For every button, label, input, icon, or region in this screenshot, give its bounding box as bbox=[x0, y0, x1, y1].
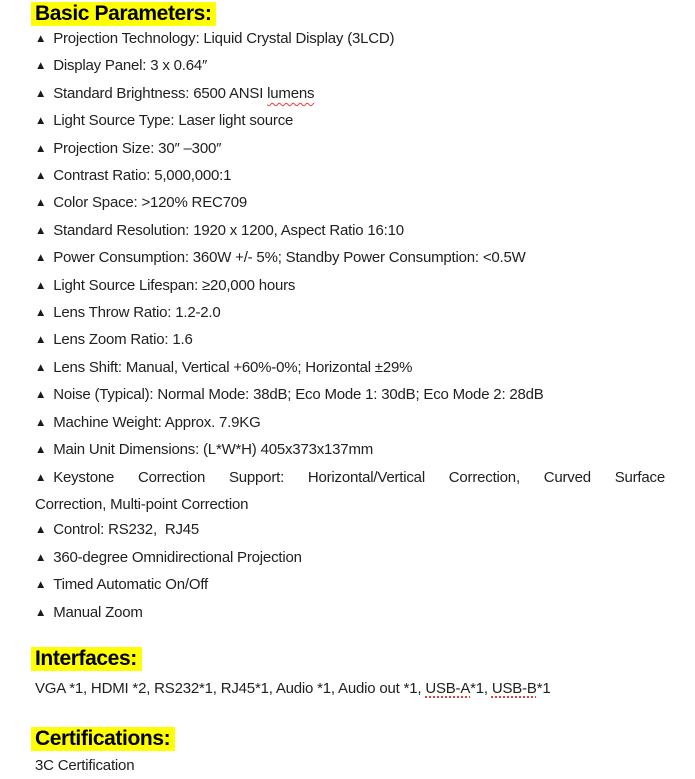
interfaces-line bbox=[31, 676, 665, 701]
triangle-bullet-icon: ▲ bbox=[35, 252, 47, 265]
heading-basic-parameters bbox=[31, 2, 665, 26]
spec-text: VGA *1, HDMI *2, RS232*1, RJ45*1, Audio *1, Audio out *1, bbox=[35, 679, 426, 697]
triangle-bullet-icon: ▲ bbox=[35, 224, 47, 237]
triangle-bullet-icon: ▲ bbox=[35, 444, 47, 457]
triangle-bullet-icon: ▲ bbox=[35, 416, 47, 429]
spec-text: *1, bbox=[470, 679, 492, 697]
spec-text: Timed Automatic On/Off bbox=[53, 576, 209, 594]
spec-text: 360-degree Omnidirectional Projection bbox=[53, 548, 302, 566]
spec-text: Manual Zoom bbox=[53, 603, 143, 621]
spec-item bbox=[31, 218, 665, 245]
triangle-bullet-icon: ▲ bbox=[35, 170, 47, 183]
spec-item bbox=[31, 163, 665, 190]
spec-item bbox=[31, 572, 665, 599]
spec-text: Standard Resolution: 1920 x 1200, Aspect Ratio 16:10 bbox=[53, 221, 404, 239]
spec-item bbox=[31, 26, 665, 53]
spec-item bbox=[31, 273, 665, 300]
spec-text: Machine Weight: Approx. 7.9KG bbox=[53, 413, 261, 431]
spec-text: Main Unit Dimensions: (L*W*H) 405x373x137mm bbox=[53, 441, 374, 459]
spellcheck-word: USB-B bbox=[491, 679, 537, 697]
spec-item bbox=[31, 327, 665, 354]
triangle-bullet-icon: ▲ bbox=[35, 33, 47, 45]
spec-text: *1 bbox=[536, 679, 551, 697]
spec-item bbox=[31, 245, 665, 272]
triangle-bullet-icon: ▲ bbox=[35, 279, 47, 292]
spec-text: Noise (Typical): Normal Mode: 38dB; Eco Mode 1: 30dB; Eco Mode 2: 28dB bbox=[53, 386, 544, 404]
triangle-bullet-icon: ▲ bbox=[35, 307, 47, 320]
spec-item-line bbox=[35, 465, 665, 492]
triangle-bullet-icon: ▲ bbox=[35, 551, 47, 564]
triangle-bullet-icon: ▲ bbox=[35, 142, 47, 155]
spec-item bbox=[31, 545, 665, 572]
spec-item-line bbox=[35, 492, 665, 517]
spec-item bbox=[31, 136, 665, 163]
spec-text: Display Panel: 3 x 0.64″ bbox=[53, 57, 208, 75]
triangle-bullet-icon: ▲ bbox=[35, 389, 47, 402]
heading-certifications bbox=[31, 727, 665, 751]
spec-item bbox=[31, 108, 665, 135]
spec-item bbox=[31, 517, 665, 544]
spec-text: Lens Shift: Manual, Vertical +60%-0%; Horizontal ±29% bbox=[53, 358, 413, 376]
spec-text: Projection Size: 30″ –300″ bbox=[53, 139, 222, 157]
triangle-bullet-icon: ▲ bbox=[35, 471, 47, 484]
basic-parameters-list bbox=[31, 26, 665, 627]
spec-item bbox=[31, 81, 665, 108]
basic-parameters-heading-highlight: Basic Parameters: bbox=[31, 2, 216, 26]
spec-item bbox=[31, 300, 665, 327]
spellcheck-word: lumens bbox=[267, 84, 315, 102]
spec-text: Standard Brightness: 6500 ANSI bbox=[53, 84, 268, 102]
triangle-bullet-icon: ▲ bbox=[35, 87, 47, 100]
spec-text: Keystone Correction Support: Horizontal/Vertical Correction, Curved Surface bbox=[53, 468, 665, 486]
spec-item bbox=[31, 53, 665, 80]
triangle-bullet-icon: ▲ bbox=[35, 115, 47, 128]
spec-item bbox=[31, 190, 665, 217]
triangle-bullet-icon: ▲ bbox=[35, 579, 47, 592]
triangle-bullet-icon: ▲ bbox=[35, 524, 47, 537]
spec-text: Power Consumption: 360W +/- 5%; Standby Power Consumption: <0.5W bbox=[53, 249, 526, 267]
spec-text: Projection Technology: Liquid Crystal Display (3LCD) bbox=[53, 30, 395, 47]
spec-item bbox=[31, 600, 665, 627]
spec-text: Contrast Ratio: 5,000,000:1 bbox=[53, 167, 232, 185]
spec-text: Light Source Type: Laser light source bbox=[53, 112, 294, 130]
spec-item bbox=[31, 410, 665, 437]
spellcheck-word: USB-A bbox=[425, 679, 471, 697]
spec-item bbox=[31, 382, 665, 409]
triangle-bullet-icon: ▲ bbox=[35, 60, 47, 73]
triangle-bullet-icon: ▲ bbox=[35, 361, 47, 374]
spec-text: Control: RS232, RJ45 bbox=[53, 521, 200, 539]
spec-text: Lens Zoom Ratio: 1.6 bbox=[53, 331, 193, 349]
spec-item bbox=[31, 465, 665, 518]
spec-text: Light Source Lifespan: ≥20,000 hours bbox=[53, 276, 296, 294]
certifications-heading-highlight: Certifications: bbox=[31, 727, 175, 751]
spec-text: Color Space: >120% REC709 bbox=[53, 194, 248, 212]
interfaces-heading-highlight: Interfaces: bbox=[31, 647, 142, 671]
triangle-bullet-icon: ▲ bbox=[35, 334, 47, 347]
spec-text: Lens Throw Ratio: 1.2-2.0 bbox=[53, 304, 221, 322]
certifications-line: 3C Certification bbox=[35, 757, 135, 775]
triangle-bullet-icon: ▲ bbox=[35, 606, 47, 619]
spec-item bbox=[31, 437, 665, 464]
heading-interfaces bbox=[31, 647, 665, 671]
spec-text: Correction, Multi-point Correction bbox=[35, 495, 249, 513]
spec-item bbox=[31, 355, 665, 382]
triangle-bullet-icon: ▲ bbox=[35, 197, 47, 210]
